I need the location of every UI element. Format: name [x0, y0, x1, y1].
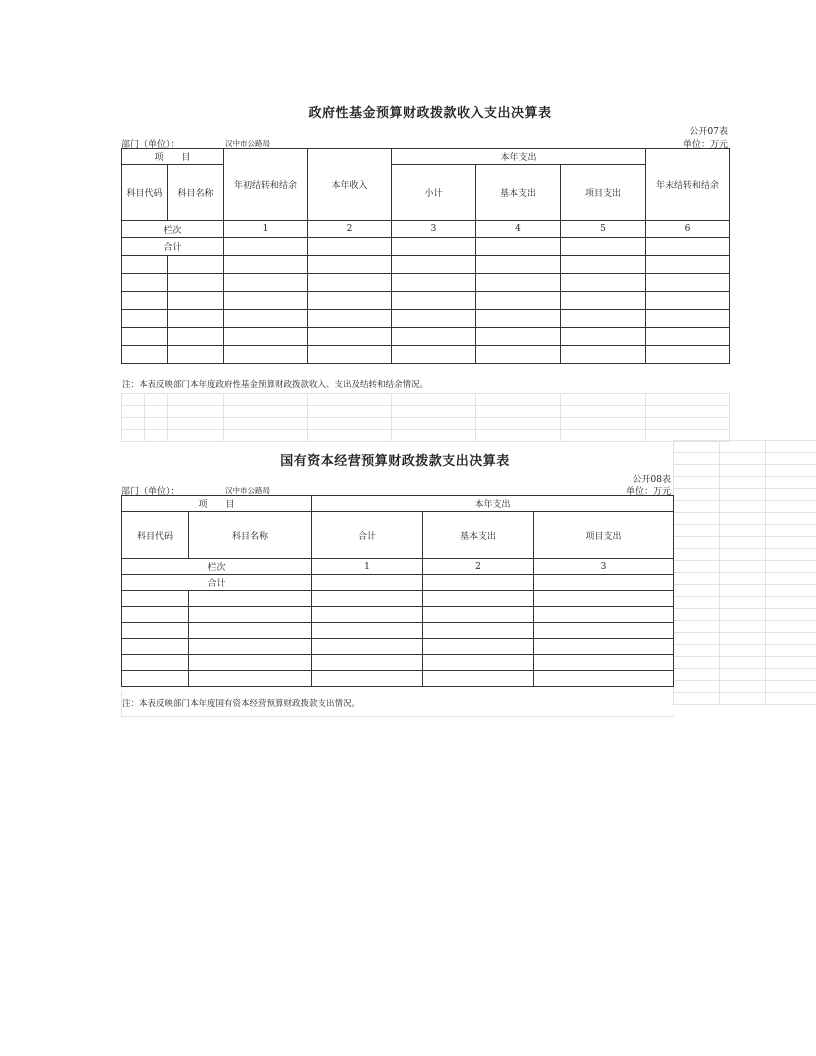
table2-hdr-project: 项目支出	[534, 512, 674, 559]
table1-colnum: 4	[476, 221, 561, 238]
table1-colnum: 2	[308, 221, 392, 238]
table2-colnum: 2	[423, 559, 534, 575]
table2-hdr-item: 项 目	[122, 496, 312, 512]
table2-note-frame	[121, 690, 674, 717]
table1-row-total	[122, 238, 730, 256]
table1-colnum: 1	[224, 221, 308, 238]
table1-hdr-project: 项目支出	[561, 165, 646, 221]
table-row	[122, 623, 674, 639]
table-row	[122, 310, 730, 328]
table2-form-no: 公开08表	[632, 475, 671, 485]
table1-hdr-end: 年末结转和结余	[646, 149, 730, 221]
table1-colnum: 3	[392, 221, 476, 238]
table1-hdr-expense: 本年支出	[392, 149, 646, 165]
table1-note: 注：本表反映部门本年度政府性基金预算财政拨款收入、支出及结转和结余情况。	[122, 380, 429, 390]
table-row	[122, 274, 730, 292]
table2-right-background-grid	[673, 440, 816, 705]
table-row	[122, 671, 674, 687]
table2-dept-name: 汉中市公路局	[225, 486, 270, 495]
table1-hdr-code: 科目代码	[122, 165, 168, 221]
table1-colnum: 5	[561, 221, 646, 238]
table-row	[122, 607, 674, 623]
table2-row-total	[122, 575, 674, 591]
table1-colnum: 6	[646, 221, 730, 238]
table2-hdr-code: 科目代码	[122, 512, 189, 559]
table2-colnum: 1	[312, 559, 423, 575]
table-row	[122, 328, 730, 346]
table-row	[122, 256, 730, 274]
table-row	[122, 591, 674, 607]
table1-hdr-begin: 年初结转和结余	[224, 149, 308, 221]
table2-row-colnum	[122, 559, 674, 575]
table2-note: 注：本表反映部门本年度国有资本经营预算财政拨款支出情况。	[122, 699, 361, 709]
table2-title: 国有资本经营预算财政拨款支出决算表	[280, 454, 510, 469]
table1-hdr-income: 本年收入	[308, 149, 392, 221]
table1-dept-label: 部门（单位）：	[121, 140, 180, 150]
table1-row-col-label: 栏次	[122, 221, 224, 238]
table2-colnum: 3	[534, 559, 674, 575]
table1-hdr-name: 科目名称	[168, 165, 224, 221]
table2-hdr-basic: 基本支出	[423, 512, 534, 559]
table2-hdr-expense: 本年支出	[312, 496, 674, 512]
table2-hdr-name: 科目名称	[189, 512, 312, 559]
table1-hdr-basic: 基本支出	[476, 165, 561, 221]
table1-form-no: 公开07表	[689, 127, 728, 137]
table1-dept-name: 汉中市公路局	[225, 139, 270, 148]
table2-unit: 单位：万元	[625, 487, 671, 497]
table2-total-label: 合计	[122, 575, 312, 591]
table1-grid	[121, 148, 730, 364]
table1-unit: 单位：万元	[682, 140, 728, 150]
table1-row-colnum	[122, 221, 730, 238]
table2-dept-label: 部门（单位）：	[121, 487, 180, 497]
table-row	[122, 655, 674, 671]
table1-total-label: 合计	[122, 238, 224, 256]
table-row	[122, 292, 730, 310]
table-row	[122, 346, 730, 364]
table2-row-col-label: 栏次	[122, 559, 312, 575]
table1-hdr-subtotal: 小计	[392, 165, 476, 221]
table1-title: 政府性基金预算财政拨款收入支出决算表	[308, 106, 552, 121]
table2-grid	[121, 495, 674, 687]
table2-hdr-total: 合计	[312, 512, 423, 559]
table1-background-grid	[121, 393, 730, 442]
table1-hdr-item: 项 目	[122, 149, 224, 165]
table-row	[122, 639, 674, 655]
